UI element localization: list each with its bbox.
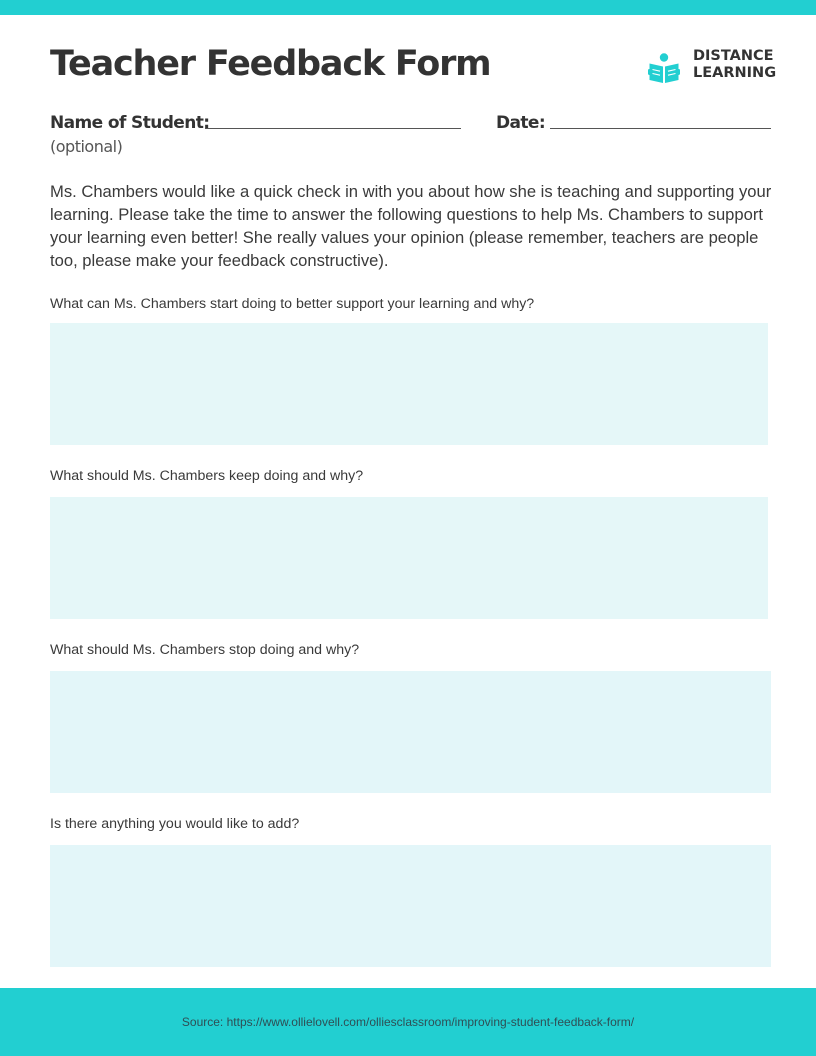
question-start-doing: What can Ms. Chambers start doing to better support your learning and why? (50, 296, 535, 312)
answer-box-start-doing[interactable] (50, 323, 768, 445)
date-line[interactable] (550, 128, 771, 129)
brand-logo (648, 47, 778, 87)
brand-text (693, 48, 776, 82)
source-citation: Source: https://www.ollielovell.com/olliesclassroom/improving-student-feedback-form/ (181, 1015, 635, 1029)
answer-box-anything-to-add[interactable] (50, 845, 771, 967)
intro-paragraph: Ms. Chambers would like a quick check in with you about how she is teaching and supporting your learning. Please take the time to answer the following questions to help Ms. Chambers to support your learning even better! She really values your opinion (please remember, teachers are people too, please make your feedback constructive). (50, 182, 772, 270)
top-accent-bar (0, 0, 816, 15)
reading-student-icon (648, 52, 680, 84)
student-name-label: Name of Student: (50, 113, 210, 133)
question-anything-to-add: Is there anything you would like to add? (50, 816, 300, 832)
student-name-note: (optional) (50, 137, 123, 156)
brand-line-1: DISTANCE (693, 48, 774, 64)
answer-box-keep-doing[interactable] (50, 497, 768, 619)
footer-bar (0, 988, 816, 1056)
student-name-line[interactable] (205, 128, 461, 129)
question-stop-doing: What should Ms. Chambers stop doing and why? (50, 642, 360, 658)
brand-line-2: LEARNING (693, 65, 777, 81)
question-keep-doing: What should Ms. Chambers keep doing and why? (50, 468, 364, 484)
answer-box-stop-doing[interactable] (50, 671, 771, 793)
page-title: Teacher Feedback Form (50, 44, 491, 84)
date-label: Date: (496, 113, 546, 133)
